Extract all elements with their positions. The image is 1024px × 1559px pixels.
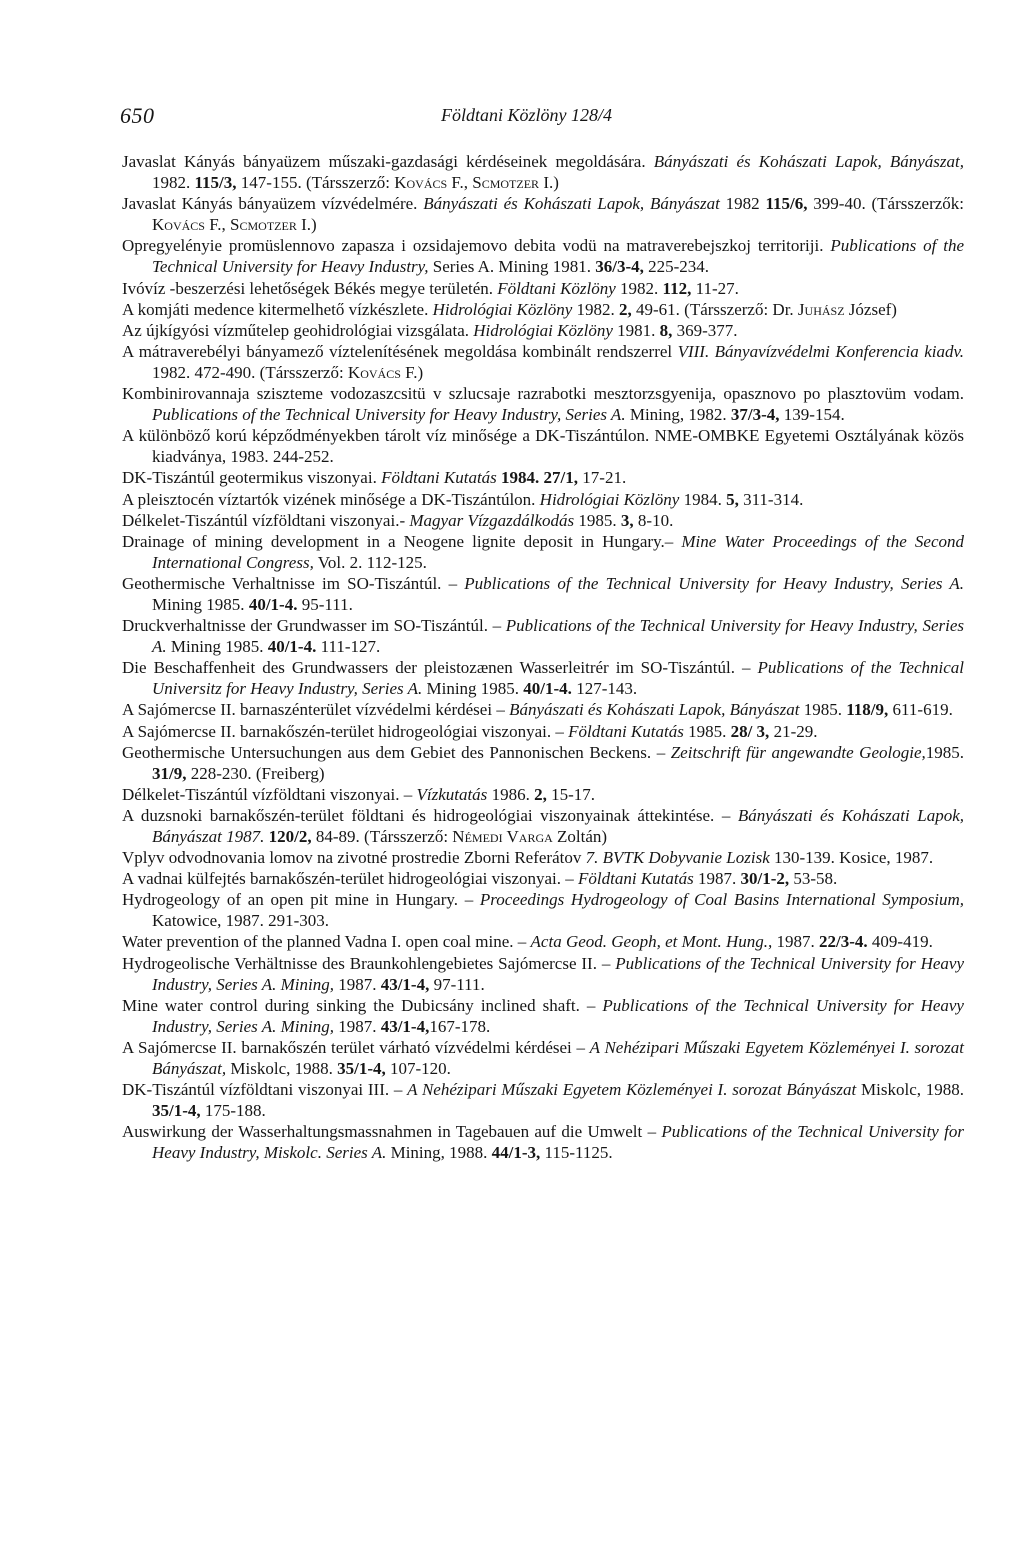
page-number: 650	[120, 103, 155, 128]
reference-source: Hidrológiai Közlöny	[473, 320, 613, 340]
reference-entry	[122, 784, 964, 805]
reference-text: A Sajómercse II. barnaszénterület vízvédelmi kérdései –	[122, 700, 510, 720]
reference-text: 225-234.	[643, 257, 710, 277]
reference-source: Földtani Kutatás	[568, 721, 684, 741]
reference-entry	[122, 425, 964, 467]
reference-text: Katowice, 1987. 291-303.	[152, 911, 330, 931]
reference-entry	[122, 489, 964, 510]
reference-text: 1982.	[615, 278, 663, 298]
reference-source: Vízkutatás	[416, 784, 488, 804]
reference-text: Mining 1985.	[152, 594, 249, 614]
reference-text: 1987.	[772, 932, 820, 952]
reference-source: A Nehézipari Műszaki Egyetem Közleményei I. sorozat Bányászat	[407, 1080, 857, 1100]
reference-source: VIII. Bányavízvédelmi Konferencia kiadv.	[677, 341, 964, 361]
reference-entry	[122, 615, 964, 657]
reference-text: 1985.	[925, 742, 964, 762]
reference-text: 1987.	[693, 869, 741, 889]
reference-text: 1985.	[799, 700, 847, 720]
reference-entry	[122, 699, 964, 720]
reference-text: F.,	[447, 173, 473, 193]
reference-source: Publications of the Technical University for Heavy Industry, Series A.	[152, 405, 626, 425]
reference-text: Hydrogeology of an open pit mine in Hungary. –	[122, 890, 480, 910]
reference-coauthor: Kovács	[394, 173, 448, 193]
reference-volume: 44/1-3,	[491, 1143, 541, 1163]
reference-text: 228-230. (Freiberg)	[186, 763, 325, 783]
reference-text: 1985.	[683, 721, 731, 741]
reference-source: Proceedings Hydrogeology of Coal Basins International Symposium,	[479, 890, 964, 910]
reference-entry	[122, 278, 964, 299]
reference-text: Javaslat Kányás bányaüzem vízvédelmére.	[122, 194, 424, 214]
reference-source: Bányászati és Kohászati Lapok, Bányászat,	[653, 152, 965, 171]
reference-text: Az újkígyósi vízműtelep geohidrológiai vizsgálata.	[122, 320, 474, 340]
reference-source: Hidrológiai Közlöny	[539, 489, 680, 509]
reference-volume: 2,	[534, 784, 547, 804]
reference-volume: 30/1-2,	[740, 869, 790, 889]
reference-source: Publications of the Technical University for Heavy Industry, Series A.	[464, 573, 964, 593]
reference-text: Druckverhaltnisse der Grundwasser im SO-Tiszántúl. –	[122, 616, 506, 636]
reference-text: Hydrogeolische Verhältnisse des Braunkohlengebietes Sajómercse II. –	[122, 953, 616, 973]
reference-text: 84-89. (Társszerző:	[311, 827, 453, 846]
reference-entry	[122, 320, 964, 341]
reference-source: Magyar Vízgazdálkodás	[409, 510, 575, 530]
reference-coauthor: Kovács	[152, 215, 205, 235]
reference-text: 21-29.	[769, 721, 818, 741]
reference-entry	[122, 235, 964, 277]
reference-text: I.)	[539, 173, 559, 193]
reference-entry	[122, 299, 964, 320]
reference-text: 1986.	[487, 784, 535, 804]
reference-coauthor: Némedi Varga	[452, 827, 553, 846]
reference-text: 611-619.	[888, 700, 953, 720]
reference-text: DK-Tiszántúl geotermikus viszonyai.	[122, 468, 382, 488]
reference-text: Opregyelényie promüslennovo zapasza i ozsidajemovo debita vodü na matraverebejszkoj territoriji.	[122, 236, 831, 256]
reference-volume: 36/3-4,	[595, 257, 644, 277]
reference-text: 97-111.	[429, 974, 485, 994]
reference-text: Kombinirovannaja sziszteme vodozaszcsitü v szlucsaje razrabotki mesztorzsgyenija, opasznovo po plasztovüm vodam.	[122, 384, 964, 404]
reference-volume: 115/3,	[194, 173, 237, 193]
reference-text: 1987.	[333, 1016, 381, 1036]
reference-text: A Sajómercse II. barnakőszén-terület hidrogeológiai viszonyai. –	[122, 721, 569, 741]
reference-volume: 40/1-4.	[523, 679, 572, 699]
reference-text: Délkelet-Tiszántúl vízföldtani viszonyai.-	[122, 510, 410, 530]
reference-text: Auswirkung der Wasserhaltungsmassnahmen in Tagebauen auf die Umwelt –	[122, 1122, 662, 1142]
reference-text: 147-155. (Társszerző:	[236, 173, 395, 193]
reference-source: Hidrológiai Közlöny	[432, 299, 573, 319]
reference-source: Publications of the Technical University for Heavy Industry,	[152, 236, 964, 277]
reference-coauthor: Juhász	[797, 299, 845, 319]
reference-text: Vol. 2. 112-125.	[313, 552, 427, 572]
reference-volume: 43/1-4,	[380, 974, 430, 994]
reference-volume: 37/3-4,	[730, 405, 780, 425]
reference-coauthor: Scmotzer	[472, 173, 540, 193]
reference-text: 409-419.	[867, 932, 933, 952]
reference-volume: 40/1-4.	[248, 594, 298, 614]
reference-volume: 118/9,	[846, 700, 889, 720]
reference-text: Mining 1985.	[166, 637, 268, 657]
reference-source: Publications of the Technical University for Heavy Industry, Series A.	[152, 616, 964, 657]
reference-text: 53-58.	[789, 869, 838, 889]
reference-source: Publications of the Technical University for Heavy Industry, Series A. Mining,	[152, 995, 964, 1036]
reference-entry	[122, 510, 964, 531]
reference-text: Miskolc, 1988.	[856, 1080, 964, 1100]
reference-entry	[122, 341, 964, 383]
reference-entry	[122, 1121, 964, 1163]
reference-source: Mine Water Proceedings of the Second International Congress,	[152, 531, 965, 572]
reference-text: 311-314.	[738, 489, 804, 509]
reference-text: 167-178.	[429, 1016, 491, 1036]
reference-entry	[122, 868, 964, 889]
reference-text: A Sajómercse II. barnakőszén terület várható vízvédelmi kérdései –	[122, 1037, 590, 1057]
reference-source: Zeitschrift für angewandte Geologie,	[670, 742, 926, 762]
reference-source: Bányászati és Kohászati Lapok, Bányászat 1987.	[152, 805, 964, 846]
reference-text: 1985.	[574, 510, 621, 530]
reference-text: 1981.	[612, 320, 660, 340]
reference-text: Geothermische Verhaltnisse im SO-Tiszántúl. –	[122, 573, 465, 593]
reference-entry	[122, 193, 964, 235]
reference-text: 175-188.	[200, 1101, 266, 1121]
reference-entry	[122, 805, 964, 847]
reference-text: 127-143.	[571, 679, 638, 699]
reference-text: 15-17.	[546, 784, 595, 804]
reference-text: Water prevention of the planned Vadna I. open coal mine. –	[122, 932, 531, 952]
reference-volume: 3,	[620, 510, 634, 530]
reference-entry	[122, 931, 964, 952]
reference-text: 8-10.	[633, 510, 674, 530]
reference-text: Zoltán)	[552, 827, 608, 846]
reference-text: 115-1125.	[540, 1143, 613, 1163]
reference-text: F.,	[204, 215, 231, 235]
reference-entry	[122, 1037, 964, 1079]
reference-text: DK-Tiszántúl vízföldtani viszonyai III. –	[122, 1080, 408, 1100]
running-title: Földtani Közlöny 128/4	[441, 105, 612, 125]
reference-entry	[122, 657, 964, 699]
reference-entry	[122, 889, 964, 931]
reference-volume: 1984. 27/1,	[501, 468, 579, 488]
reference-entry	[122, 467, 964, 488]
reference-volume: 112,	[662, 278, 692, 298]
reference-source: Acta Geod. Geoph, et Mont. Hung.,	[530, 932, 773, 952]
reference-text: 369-377.	[672, 320, 738, 340]
reference-list	[122, 151, 964, 1164]
reference-volume: 40/1-4.	[267, 637, 317, 657]
reference-volume: 2,	[619, 299, 632, 319]
reference-volume: 28/ 3,	[730, 721, 770, 741]
reference-text: Mining, 1988.	[386, 1143, 492, 1163]
reference-text: 399-40. (Társszerzők:	[807, 194, 965, 214]
reference-volume: 35/1-4,	[337, 1059, 386, 1079]
reference-entry	[122, 995, 964, 1037]
reference-text: Mining 1985.	[422, 679, 524, 699]
reference-text: Délkelet-Tiszántúl vízföldtani viszonyai. –	[122, 784, 417, 804]
reference-text: 95-111.	[297, 594, 353, 614]
reference-text: Series A. Mining 1981.	[428, 257, 596, 277]
reference-source: Földtani Közlöny	[497, 278, 616, 298]
reference-text: 1984.	[679, 489, 727, 509]
reference-text: A duzsnoki barnakőszén-terület földtani és hidrogeológiai viszonyainak áttekintése. –	[122, 805, 738, 825]
reference-text: Drainage of mining development in a Neogene lignite deposit in Hungary.–	[122, 531, 682, 551]
reference-entry	[122, 1079, 964, 1121]
reference-text: 11-27.	[691, 278, 739, 298]
reference-text: Javaslat Kányás bányaüzem műszaki-gazdasági kérdéseinek megoldására.	[122, 152, 654, 171]
reference-text: Mining, 1982.	[625, 405, 731, 425]
reference-text: 1987.	[333, 974, 381, 994]
reference-text: Vplyv odvodnovania lomov na zivotné prostredie Zborni Referátov	[122, 848, 586, 868]
reference-entry	[122, 847, 964, 868]
reference-volume: 43/1-4,	[380, 1016, 430, 1036]
reference-source: Földtani Kutatás	[578, 869, 694, 889]
reference-text: A vadnai külfejtés barnakőszén-terület hidrogeológiai viszonyai. –	[122, 869, 579, 889]
reference-text: Miskolc, 1988.	[226, 1059, 338, 1079]
reference-source: 7. BVTK Dobyvanie Lozisk	[585, 848, 770, 868]
reference-source: Földtani Kutatás	[381, 468, 497, 488]
reference-entry	[122, 721, 964, 742]
reference-coauthor: Scmotzer	[230, 215, 297, 235]
reference-entry	[122, 573, 964, 615]
reference-text: 107-120.	[385, 1059, 451, 1079]
reference-text: 49-61. (Társszerző: Dr.	[631, 299, 798, 319]
reference-source: Publications of the Technical University for Heavy Industry, Miskolc. Series A.	[152, 1122, 964, 1163]
reference-entry	[122, 953, 964, 995]
reference-text: Ivóvíz -beszerzési lehetőségek Békés megye területén.	[122, 278, 498, 298]
reference-entry	[122, 383, 964, 425]
reference-source: Publications of the Technical University for Heavy Industry, Series A. Mining,	[152, 953, 964, 994]
reference-volume: 22/3-4.	[819, 932, 868, 952]
reference-text: Die Beschaffenheit des Grundwassers der pleistozænen Wasserleitrér im SO-Tiszántúl. –	[122, 658, 758, 678]
reference-text: 1982.	[152, 173, 195, 193]
reference-entry	[122, 742, 964, 784]
reference-text: A mátraverebélyi bányamező víztelenítésének megoldása kombinált rendszerrel	[122, 341, 678, 361]
reference-text: A komjáti medence kitermelhető vízkészlete.	[122, 299, 433, 319]
reference-source: Publications of the Technical Universitz for Heavy Industry, Series A.	[152, 658, 964, 699]
reference-text: 17-21.	[578, 468, 627, 488]
reference-text: 1982.	[572, 299, 619, 319]
reference-text: Geothermische Untersuchungen aus dem Gebiet des Pannonischen Beckens. –	[122, 742, 671, 762]
reference-entry	[122, 151, 964, 193]
reference-volume: 120/2,	[268, 827, 312, 846]
reference-volume: 31/9,	[152, 763, 187, 783]
reference-volume: 5,	[726, 489, 739, 509]
reference-text: F.)	[400, 362, 424, 382]
reference-coauthor: Kovács	[347, 362, 401, 382]
reference-text: I.)	[296, 215, 317, 235]
page-header	[118, 103, 968, 133]
reference-text: Mine water control during sinking the Dubicsány inclined shaft. –	[122, 995, 603, 1015]
reference-source: A Nehézipari Műszaki Egyetem Közleményei I. sorozat Bányászat,	[152, 1037, 964, 1079]
reference-source: Bányászati és Kohászati Lapok, Bányászat	[423, 194, 720, 214]
reference-text: József)	[844, 299, 897, 319]
reference-text: A pleisztocén víztartók vizének minősége a DK-Tiszántúlon.	[122, 489, 540, 509]
reference-text: 1982	[719, 194, 766, 214]
reference-volume: 115/6,	[765, 194, 808, 214]
reference-source: Bányászati és Kohászati Lapok, Bányászat	[509, 700, 800, 720]
reference-text: 130-139. Kosice, 1987.	[769, 848, 934, 868]
reference-volume: 8,	[659, 320, 673, 340]
reference-text: A különböző korú képződményekben tárolt víz minősége a DK-Tiszántúlon. NME-OMBKE Egyetemi Osztályának közös kiadványa, 1983. 244-252.	[122, 426, 964, 467]
reference-text: 111-127.	[316, 637, 381, 657]
reference-entry	[122, 531, 964, 573]
reference-volume: 35/1-4,	[152, 1101, 201, 1121]
reference-text: 1982. 472-490. (Társszerző:	[152, 362, 348, 382]
reference-text: 139-154.	[779, 405, 845, 425]
